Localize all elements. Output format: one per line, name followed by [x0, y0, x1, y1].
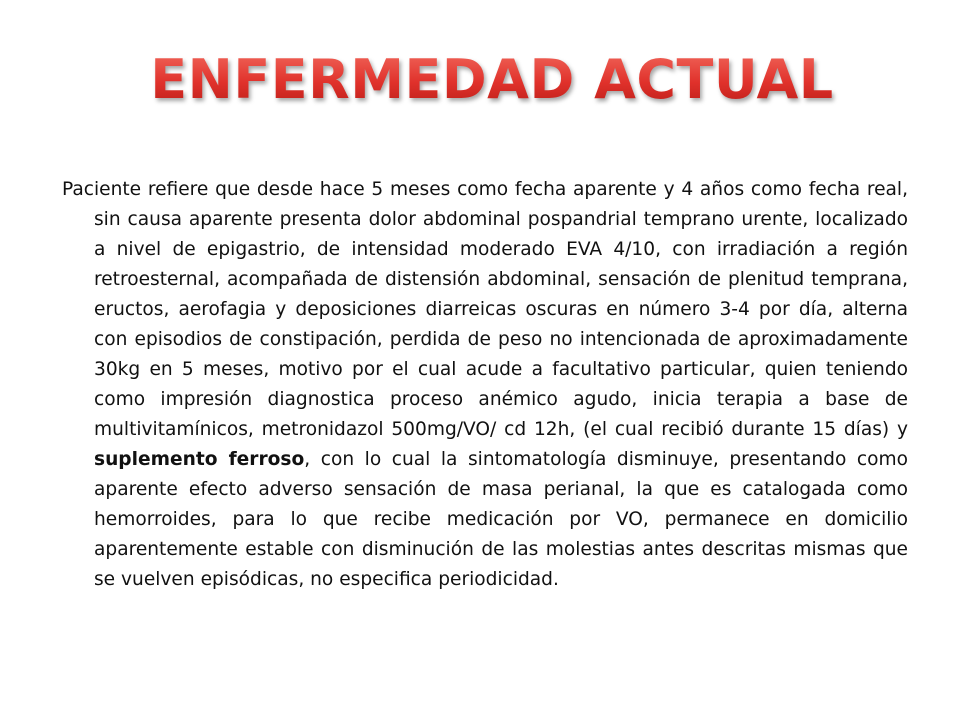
paragraph-text-end: , con lo cual la sintomatología disminuye, presentando como aparente efecto adverso sensación de masa perianal, la que es catalogada como hemorroides, para lo que recibe medicación por VO, permanece en domicilio aparentemente estable con disminución de las molestias antes descritas mismas que se vuelven episódicas, no especifica periodicidad. [94, 448, 908, 590]
paragraph-text-start: Paciente refiere que desde hace 5 meses como fecha aparente y 4 años como fecha real, sin causa aparente presenta dolor abdominal pospandrial temprano urente, localizado a nivel de epigastrio, de intensidad moderado EVA 4/10, con irradiación a región retroesternal, acompañada de distensión abdominal, sensación de plenitud temprana, eructos, aerofagia y deposiciones diarreicas oscuras en número 3-4 por día, alterna con episodios de constipación, perdida de peso no intencionada de aproximadamente 30kg en 5 meses, motivo por el cual acude a facultativo particular, quien teniendo como impresión diagnostica proceso anémico agudo, inicia terapia a base de multivitamínicos, metronidazol 500mg/VO/ cd 12h, (el cual recibió durante 15 días) y [62, 178, 908, 440]
body-paragraph [62, 175, 908, 595]
paragraph-bold-text: suplemento ferroso [94, 448, 305, 470]
slide-title: ENFERMEDAD ACTUAL [12, 48, 960, 111]
